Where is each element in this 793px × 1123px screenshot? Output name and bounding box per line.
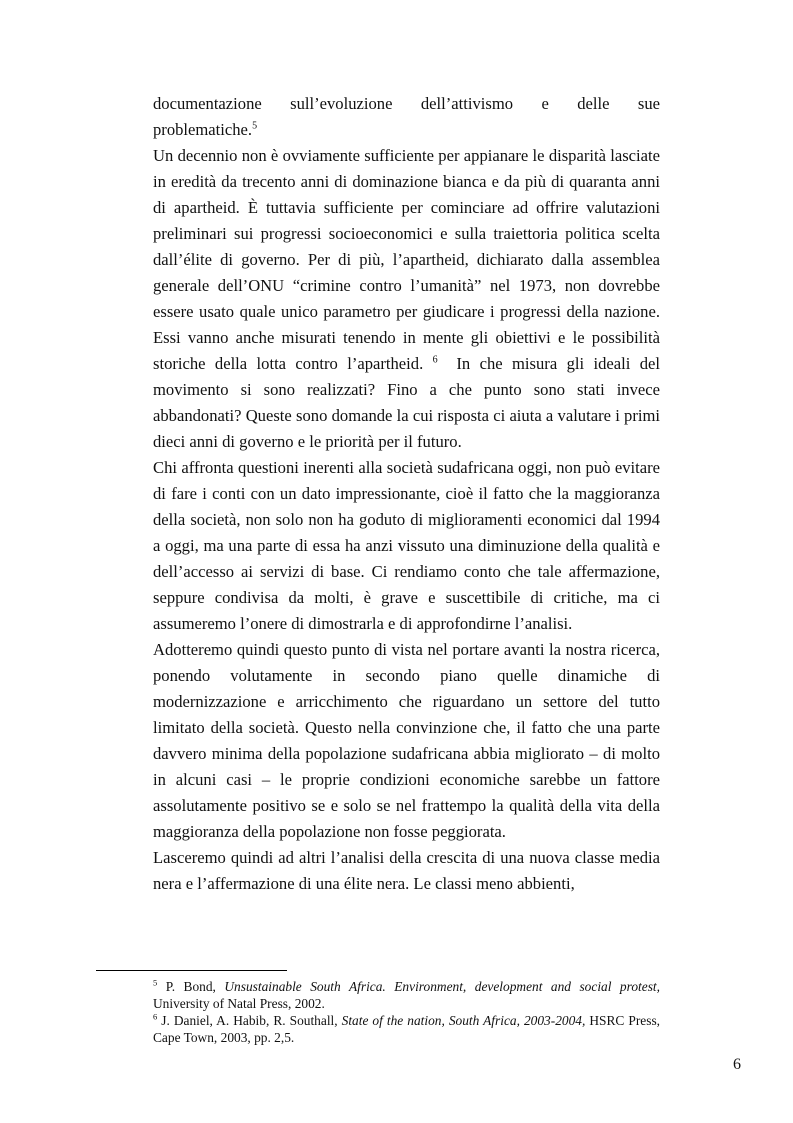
- page-number: 6: [733, 1056, 741, 1073]
- paragraph: [153, 143, 660, 455]
- paragraph: [153, 637, 660, 845]
- paragraph: [153, 845, 660, 897]
- paragraph-text: In che misura gli ideali del movimento si sono realizzati? Fino a che punto sono stati invece abbandonati? Queste sono domande la cui risposta ci aiuta a valutare i primi dieci anni di governo e le priorità per il futuro.: [153, 354, 661, 451]
- paragraph-continuation-end: [153, 117, 660, 143]
- paragraph-text: Adotteremo quindi questo punto di vista nel portare avanti la nostra ricerca, ponendo volutamente in secondo piano quelle dinamiche di modernizzazione e arricchimento che riguardano un settore del tutto limitato della società. Questo nella convinzione che, il fatto che una parte davvero minima della popolazione sudafricana abbia migliorato – di molto in alcuni casi – le proprie condizioni economiche sarebbe un fattore assolutamente positivo se e solo se nel frattempo la qualità della vita della maggioranza della popolazione non fosse peggiorata.: [153, 640, 660, 841]
- footnotes: [153, 978, 660, 1046]
- footnote-publisher: University of Natal Press, 2002.: [153, 996, 325, 1011]
- paragraph-text: problematiche.: [153, 120, 253, 139]
- footnote-title: State of the nation, South Africa, 2003-2004,: [341, 1013, 586, 1028]
- footnote-title: Unsustainable South Africa. Environment, development and social protest,: [224, 979, 660, 994]
- paragraph-text: Lasceremo quindi ad altri l’analisi della crescita di una nuova classe media nera e l’affermazione di una élite nera. Le classi meno abbienti,: [153, 848, 660, 893]
- footnote-author: J. Daniel, A. Habib, R. Southall,: [161, 1013, 338, 1028]
- paragraph-text: Chi affronta questioni inerenti alla società sudafricana oggi, non può evitare di fare i conti con un dato impressionante, cioè il fatto che la maggioranza della società, non solo non ha goduto di miglioramenti economici dal 1994 a oggi, ma una parte di essa ha anzi vissuto una diminuzione della qualità e dell’accesso ai servizi di base. Ci rendiamo conto che tale affermazione, seppure condivisa da molti, è grave e suscettibile di critiche, ma ci assumeremo l’onere di dimostrarla e di approfondirne l’analisi.: [153, 458, 660, 633]
- body-text: [153, 91, 660, 897]
- footnote-ref-5[interactable]: 5: [252, 120, 258, 132]
- footnote-number: 6: [153, 1011, 158, 1022]
- paragraph-continuation-line: [153, 91, 660, 117]
- paragraph-text: Un decennio non è ovviamente sufficiente per appianare le disparità lasciate in eredità da trecento anni di dominazione bianca e da più di quaranta anni di apartheid. È tuttavia sufficiente per cominciare ad offrire valutazioni preliminari sui progressi socioeconomici e sulla traiettoria politica scelta dall’élite di governo. Per di più, l’apartheid, dichiarato dalla assemblea generale dell’ONU “crimine contro l’umanità” nel 1973, non dovrebbe essere usato quale unico parametro per giudicare i progressi della nazione. Essi vanno anche misurati tenendo in mente gli obiettivi e le possibilità storiche della lotta contro l’apartheid.: [153, 146, 660, 373]
- footnote-6: [153, 1012, 660, 1046]
- footnote-ref-6[interactable]: 6: [432, 354, 438, 366]
- paragraph-text: documentazione sull’evoluzione dell’attivismo e delle sue: [153, 94, 660, 113]
- footnote-5: [153, 978, 660, 1012]
- paragraph: [153, 455, 660, 637]
- footnote-publisher: HSRC Press, Cape Town, 2003, pp. 2,5.: [153, 1013, 660, 1045]
- footnote-separator: [96, 970, 287, 971]
- footnote-author: P. Bond,: [165, 979, 216, 994]
- footnote-number: 5: [153, 977, 158, 988]
